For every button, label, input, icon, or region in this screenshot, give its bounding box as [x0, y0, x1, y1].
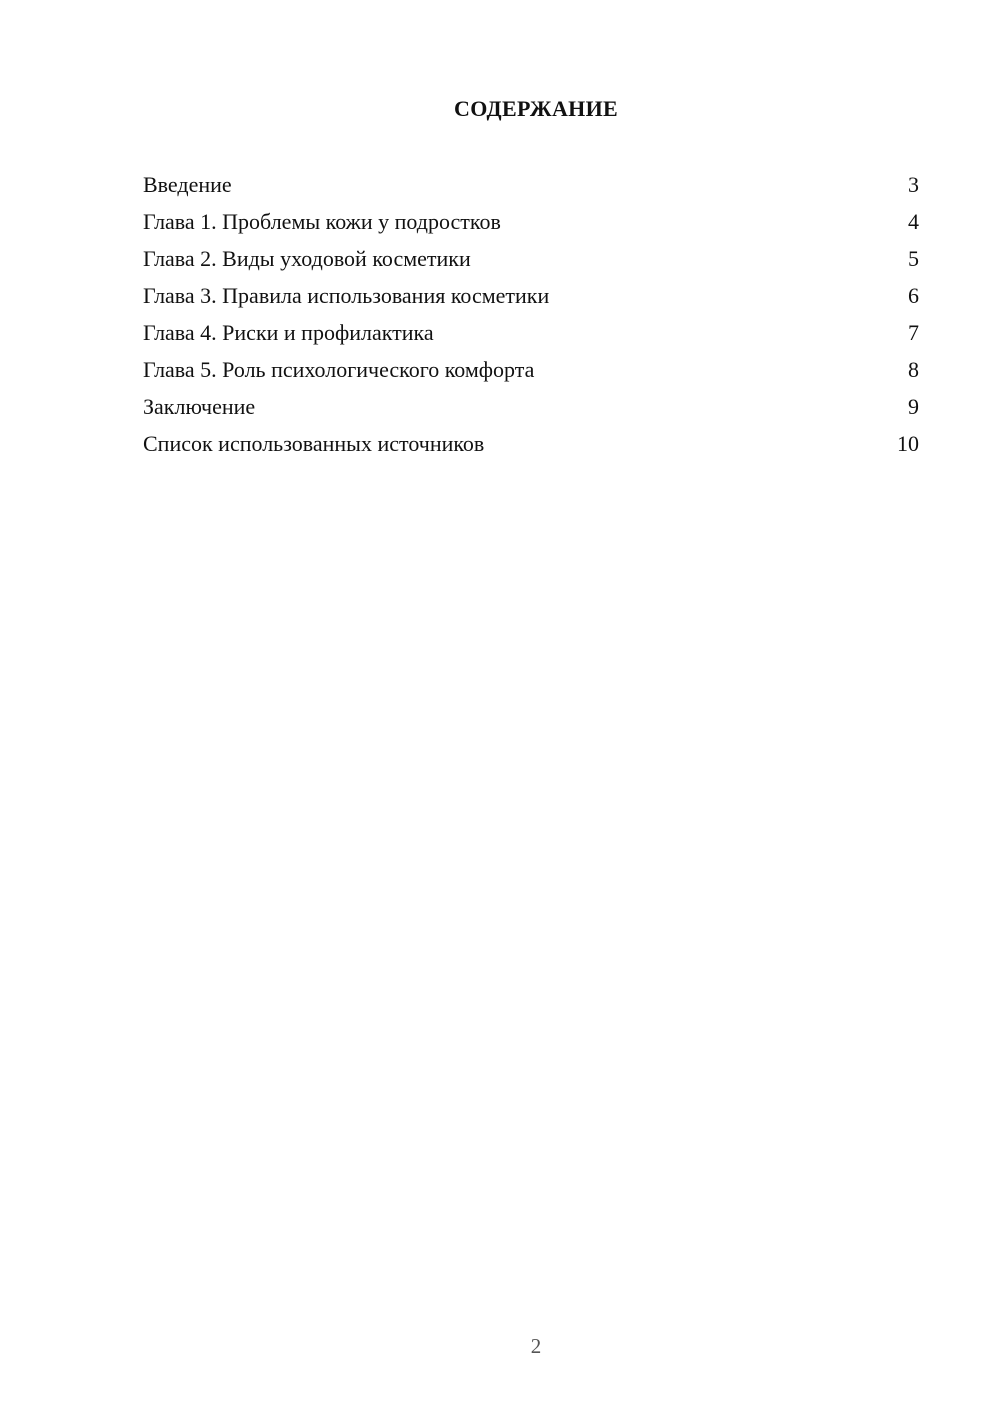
- toc-entry-label: Глава 5. Роль психологического комфорта: [143, 357, 535, 382]
- toc-entry-page: 7: [908, 320, 919, 345]
- toc-entry-chapter-1[interactable]: [143, 207, 919, 244]
- toc-entry-label: Глава 3. Правила использования косметики: [143, 283, 550, 308]
- toc-entry-references[interactable]: [143, 429, 919, 466]
- toc-entry-conclusion[interactable]: [143, 392, 919, 429]
- toc-title: СОДЕРЖАНИЕ: [454, 96, 618, 121]
- toc-entry-page: 6: [908, 283, 919, 308]
- toc-entry-introduction[interactable]: [143, 170, 919, 207]
- toc-entry-page: 3: [908, 172, 919, 197]
- toc-entry-label: Список использованных источников: [143, 431, 485, 456]
- toc-entry-chapter-2[interactable]: [143, 244, 919, 281]
- toc-entry-page: 8: [908, 357, 919, 382]
- toc-entry-chapter-3[interactable]: [143, 281, 919, 318]
- toc-entry-page: 9: [908, 394, 919, 419]
- toc-entry-chapter-5[interactable]: [143, 355, 919, 392]
- page-number: 2: [530, 1334, 542, 1358]
- toc-entry-page: 5: [908, 246, 919, 271]
- toc-entry-page: 4: [908, 209, 919, 234]
- toc-entry-chapter-4[interactable]: [143, 318, 919, 355]
- table-of-contents: [143, 170, 919, 466]
- toc-entry-label: Введение: [143, 172, 232, 197]
- toc-entry-label: Глава 2. Виды уходовой косметики: [143, 246, 471, 271]
- toc-entry-label: Глава 4. Риски и профилактика: [143, 320, 434, 345]
- toc-entry-label: Заключение: [143, 394, 256, 419]
- toc-entry-page: 10: [897, 431, 919, 456]
- toc-entry-label: Глава 1. Проблемы кожи у подростков: [143, 209, 501, 234]
